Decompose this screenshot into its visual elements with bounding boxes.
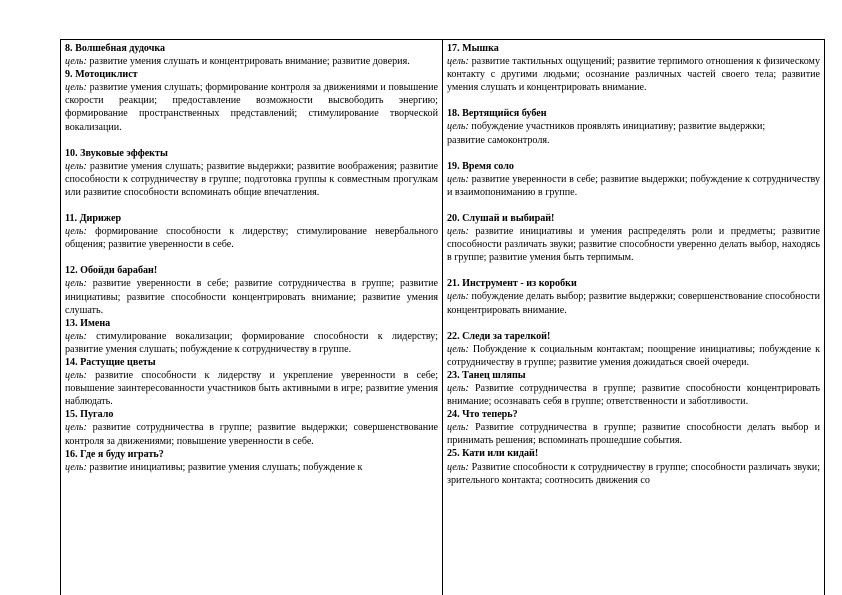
game-title: 8. Волшебная дудочка <box>65 43 166 54</box>
game-goal <box>65 421 438 447</box>
game-entry <box>447 277 820 316</box>
game-goal <box>447 461 820 487</box>
right-column <box>443 40 824 595</box>
game-entry <box>447 408 820 447</box>
goal-text: развитие самоконтроля. <box>447 134 550 146</box>
goal-label: цель: <box>447 173 469 185</box>
game-title: 19. Время соло <box>447 160 514 172</box>
goal-text: развитие уверенности в себе; развитие сотрудничества в группе; развитие инициативы; развитие способности концентрировать внимание; развитие умения слушать. <box>65 278 438 316</box>
goal-label: цель: <box>65 226 87 238</box>
game-goal <box>447 120 820 133</box>
game-entry <box>447 160 820 199</box>
game-goal <box>65 225 438 251</box>
game-entry <box>447 447 820 486</box>
goal-label: цель: <box>65 278 87 290</box>
goal-text: стимулирование вокализации; формирование способности к лидерству; развитие умения слушать; побуждение к сотрудничеству в группе. <box>65 330 438 355</box>
game-title: 24. Что теперь? <box>447 409 518 421</box>
game-entry <box>65 212 438 251</box>
game-title: 13. Имена <box>65 317 111 329</box>
goal-text: развитие умения слушать; развитие выдержки; развитие воображения; развитие способности к сотрудничеству в группе; подготовка группы к совместным прогулкам или развитие способности вспоминать общие впечатления. <box>65 160 438 198</box>
game-title: 10. Звуковые эффекты <box>65 147 168 159</box>
game-goal <box>447 343 820 369</box>
game-entry <box>447 369 820 408</box>
game-title: 18. Вертящийся бубен <box>447 108 547 120</box>
game-goal <box>447 290 820 316</box>
game-goal <box>65 160 438 199</box>
game-entry <box>65 42 438 68</box>
game-entry <box>65 264 438 316</box>
game-title: 14. Растущие цветы <box>65 356 156 368</box>
goal-text: развитие умения слушать; формирование контроля за движениями и повышение скорости реакции; предоставление возможности высвободить энергию; формирование пространственных представлений; стимулирование творческой вокализации. <box>65 82 438 133</box>
game-goal <box>65 55 438 68</box>
game-goal <box>447 55 820 94</box>
game-title: 16. Где я буду играть? <box>65 448 164 460</box>
game-goal <box>65 369 438 408</box>
game-goal <box>65 461 438 474</box>
goal-label: цель: <box>65 330 87 342</box>
game-title: 22. Следи за тарелкой! <box>447 330 551 342</box>
goal-label: цель: <box>447 291 469 303</box>
goal-text: развитие способности к лидерству и укрепление уверенности в себе; повышение заинтересованности участников быть активными в игре; развитие умения наблюдать. <box>65 370 438 408</box>
goal-text: развитие тактильных ощущений; развитие терпимого отношения к физическому контакту с другими людьми; осознание различных частей своего тела; развитие умения слушать и концентрировать внимание. <box>447 56 820 94</box>
goal-label: цель: <box>447 226 469 238</box>
goal-label: цель: <box>65 461 87 473</box>
game-entry <box>447 212 820 264</box>
game-entry <box>65 68 438 133</box>
game-title: 12. Обойди барабан! <box>65 265 158 277</box>
goal-text: развитие умения слушать и концентрировать внимание; развитие доверия. <box>86 56 410 68</box>
game-title: 15. Пугало <box>65 409 114 421</box>
game-title: 21. Инструмент - из коробки <box>447 278 577 290</box>
goal-text: побуждение делать выбор; развитие выдержки; совершенствование способности концентрировать внимание. <box>447 291 820 316</box>
goal-label: цель: <box>447 382 469 394</box>
games-table <box>60 39 825 595</box>
game-entry <box>447 330 820 369</box>
goal-text: развитие сотрудничества в группе; развитие выдержки; совершенствование контроля за движениями; повышение уверенности в себе. <box>65 422 438 447</box>
game-title: 20. Слушай и выбирай! <box>447 212 555 224</box>
goal-text: Развитие сотрудничества в группе; развитие способности концентрировать внимание; осознавать себя в группе; ответственности и заботливости. <box>447 382 820 408</box>
game-entry <box>65 408 438 447</box>
goal-label: цель: <box>447 121 469 133</box>
game-goal <box>65 277 438 316</box>
goal-label: цель: <box>447 422 469 434</box>
goal-label: цель: <box>65 422 87 434</box>
goal-label: цель: <box>447 343 469 355</box>
game-goal <box>65 81 438 133</box>
goal-label: цель: <box>65 82 87 94</box>
goal-text: побуждение участников проявлять инициативу; развитие выдержки; <box>468 121 766 133</box>
goal-text: развитие уверенности в себе; развитие выдержки; побуждение к сотрудничеству и взаимопониманию в группе. <box>447 173 820 198</box>
game-goal <box>65 330 438 356</box>
left-column <box>61 40 443 595</box>
game-entry <box>65 356 438 408</box>
game-goal <box>447 382 820 408</box>
goal-label: цель: <box>447 461 469 473</box>
goal-text: развитие инициативы и умения распределять роли и предметы; развитие способности различать звуки; развитие способности уверенно делать выбор, находясь в группе; развитие умения быть терпимым. <box>447 226 820 264</box>
goal-text: Развитие способности к сотрудничеству в группе; способности различать звуки; зрительного контакта; соотносить движения со <box>447 461 820 486</box>
game-title: 11. Дирижер <box>65 213 122 225</box>
game-goal <box>447 134 820 147</box>
goal-label: цель: <box>65 370 87 382</box>
game-goal <box>447 225 820 264</box>
goal-label: цель: <box>65 56 87 68</box>
goal-label: цель: <box>65 160 87 172</box>
game-entry <box>65 317 438 356</box>
game-title: 17. Мышка <box>447 43 499 54</box>
goal-text: Побуждение к социальным контактам; поощрение инициативы; побуждение к сотрудничеству в группе; развитие умения дожидаться своей очереди. <box>447 343 820 368</box>
game-title: 23. Танец шляпы <box>447 369 526 381</box>
game-title: 9. Мотоциклист <box>65 69 138 81</box>
game-goal <box>447 421 820 447</box>
goal-text: развитие инициативы; развитие умения слушать; побуждение к <box>86 461 363 473</box>
game-title: 25. Кати или кидай! <box>447 448 539 460</box>
game-entry <box>65 147 438 199</box>
goal-label: цель: <box>447 56 469 68</box>
game-goal <box>447 173 820 199</box>
goal-text: формирование способности к лидерству; стимулирование невербального общения; развитие уверенности в себе. <box>65 226 438 251</box>
goal-text: Развитие сотрудничества в группе; развитие способности делать выбор и принимать решения; вспоминать прошедшие события. <box>447 422 820 447</box>
game-entry <box>65 448 438 474</box>
game-entry <box>447 42 820 94</box>
game-entry <box>447 107 820 146</box>
